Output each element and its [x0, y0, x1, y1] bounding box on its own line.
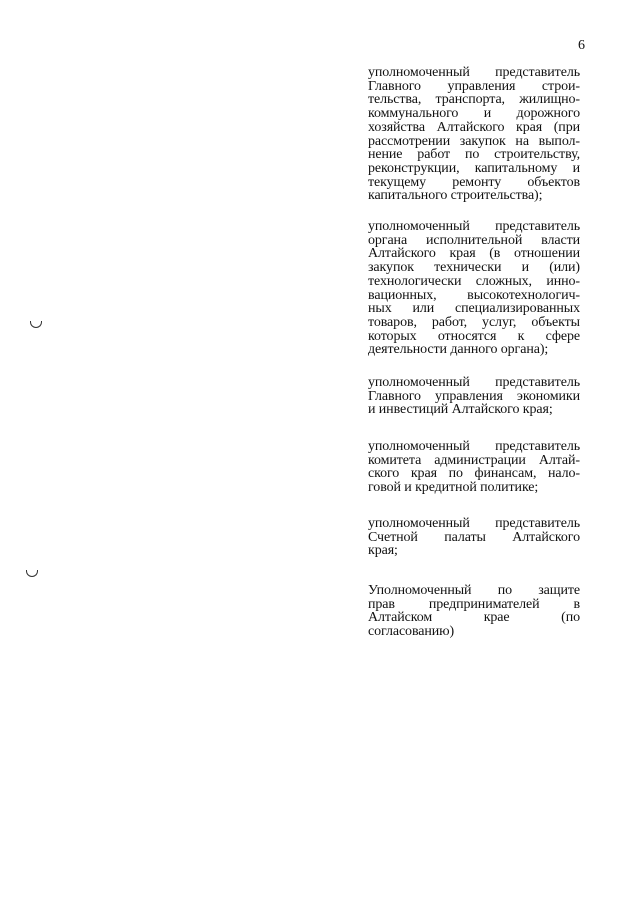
- entry-line: хозяйства Алтайского края (при: [368, 119, 580, 135]
- entry-line: ского края по финансам, нало-: [368, 466, 580, 482]
- entry-line: согласованию): [368, 624, 455, 640]
- entry-line: Главного управления строи-: [368, 78, 580, 94]
- punch-hole-mark-lower: [26, 570, 38, 577]
- entry-line: края;: [368, 543, 398, 559]
- entry-line: уполномоченный представитель: [368, 439, 580, 454]
- punch-hole-mark-upper: [30, 321, 42, 328]
- entry-line: вационных, высокотехнологич-: [368, 287, 580, 303]
- entry-line: деятельности данного органа);: [368, 342, 549, 358]
- entry-line: Уполномоченный по защите: [368, 583, 580, 598]
- entry-line: Алтайского края (в отношении: [368, 246, 580, 262]
- entry-line: уполномоченный представитель: [368, 65, 580, 80]
- entry-line: текущему ремонту объектов: [368, 174, 580, 190]
- entry-line: технологически сложных, инно-: [368, 273, 580, 289]
- entry-line: нение работ по строительству,: [368, 147, 580, 163]
- entry-line: Счетной палаты Алтайского: [368, 529, 580, 545]
- entry-line: прав предпринимателей в: [368, 596, 580, 612]
- entry-line: уполномоченный представитель: [368, 219, 580, 234]
- member-entry-executive-body: [368, 220, 580, 357]
- entry-line: Главного управления экономики: [368, 388, 580, 404]
- member-entry-construction-authority: [368, 66, 580, 203]
- page-number: 6: [578, 38, 585, 53]
- entry-line: ных или специализированных: [368, 301, 580, 317]
- entry-line: закупок технически и (или): [368, 260, 580, 276]
- member-entry-finance-committee: [368, 440, 580, 495]
- entry-line: тельства, транспорта, жилищно-: [368, 92, 580, 108]
- entry-line: которых относятся к сфере: [368, 328, 580, 344]
- entry-line: говой и кредитной политике;: [368, 480, 539, 496]
- entry-line: реконструкции, капитальному и: [368, 160, 580, 176]
- entry-line: Алтайском крае (по: [368, 610, 580, 626]
- entry-line: комитета администрации Алтай-: [368, 452, 580, 468]
- member-entry-business-ombudsman: [368, 584, 580, 639]
- entry-line: уполномоченный представитель: [368, 375, 580, 390]
- entry-line: органа исполнительной власти: [368, 232, 580, 248]
- member-entry-audit-chamber: [368, 517, 580, 558]
- entry-line: товаров, работ, услуг, объекты: [368, 314, 580, 330]
- entry-line: коммунального и дорожного: [368, 106, 580, 122]
- entry-line: капитального строительства);: [368, 188, 543, 204]
- entry-line: уполномоченный представитель: [368, 516, 580, 531]
- entry-line: рассмотрении закупок на выпол-: [368, 133, 580, 149]
- member-entry-economy-authority: [368, 376, 580, 417]
- entry-line: и инвестиций Алтайского края;: [368, 402, 553, 418]
